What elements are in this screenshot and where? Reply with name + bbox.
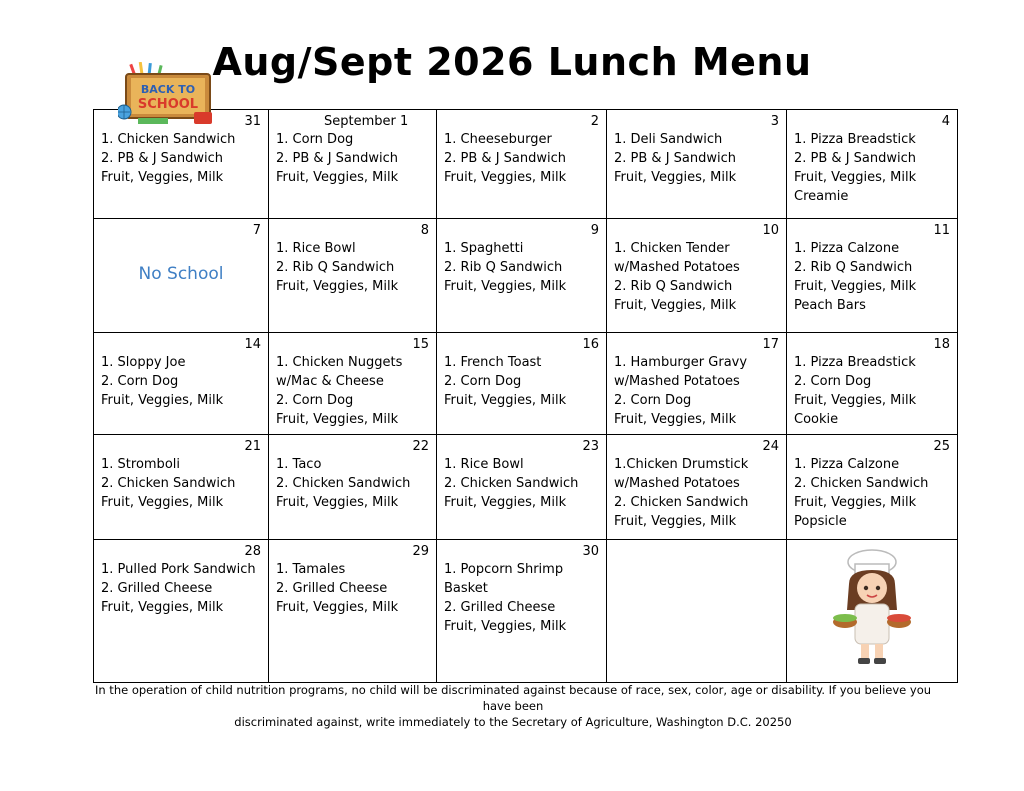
day-number: 25	[933, 439, 950, 454]
menu-item: Basket	[444, 581, 488, 596]
menu-item: 2. Corn Dog	[101, 374, 179, 389]
menu-item: 2. Rib Q Sandwich	[276, 260, 395, 275]
menu-item: Fruit, Veggies, Milk	[444, 619, 567, 634]
menu-item: 1. Pulled Pork Sandwich	[101, 562, 256, 577]
day-number: 4	[941, 114, 950, 129]
day-cell	[437, 219, 607, 333]
menu-item: 1. Chicken Tender	[614, 241, 730, 256]
menu-item: 2. Corn Dog	[614, 393, 692, 408]
menu-item: 2. Rib Q Sandwich	[444, 260, 563, 275]
day-number: 10	[762, 223, 779, 238]
menu-item: Cookie	[794, 412, 839, 427]
day-cell	[269, 333, 437, 435]
back-to-school-icon	[118, 62, 218, 128]
day-cell	[787, 540, 958, 683]
menu-item: Fruit, Veggies, Milk	[444, 170, 567, 185]
menu-item: 2. PB & J Sandwich	[101, 151, 224, 166]
day-cell	[94, 219, 269, 333]
day-number: 21	[244, 439, 261, 454]
day-cell	[787, 110, 958, 219]
menu-item: 2. Corn Dog	[444, 374, 522, 389]
sticker-line1: BACK TO	[140, 83, 196, 96]
menu-item: 1. Stromboli	[101, 457, 180, 472]
day-number: 14	[244, 337, 261, 352]
menu-item: 1. French Toast	[444, 355, 542, 370]
day-number: 23	[582, 439, 599, 454]
calendar-week-row	[94, 540, 958, 683]
chef-girl-icon	[827, 548, 917, 676]
day-cell	[787, 333, 958, 435]
menu-item: 2. PB & J Sandwich	[276, 151, 399, 166]
menu-item: 2. Corn Dog	[794, 374, 872, 389]
menu-item: Fruit, Veggies, Milk	[444, 495, 567, 510]
menu-item: Fruit, Veggies, Milk	[794, 170, 917, 185]
day-cell	[437, 110, 607, 219]
day-number: 29	[412, 544, 429, 559]
menu-item: Popsicle	[794, 514, 847, 529]
menu-item: 1. Rice Bowl	[276, 241, 356, 256]
day-number: 3	[770, 114, 779, 129]
day-cell	[607, 110, 787, 219]
menu-item: 1. Popcorn Shrimp	[444, 562, 564, 577]
day-cell	[269, 110, 437, 219]
menu-item: Fruit, Veggies, Milk	[276, 279, 399, 294]
menu-item: Fruit, Veggies, Milk	[794, 279, 917, 294]
menu-item: 1. Pizza Calzone	[794, 241, 900, 256]
day-cell	[437, 540, 607, 683]
menu-item: 1. Tamales	[276, 562, 346, 577]
calendar-week-row	[94, 219, 958, 333]
menu-item: 1. Corn Dog	[276, 132, 354, 147]
menu-item: 1. Pizza Calzone	[794, 457, 900, 472]
day-number: 28	[244, 544, 261, 559]
day-cell	[437, 435, 607, 540]
calendar-week-row	[94, 333, 958, 435]
day-number: 17	[762, 337, 779, 352]
no-school-label: No School	[138, 264, 224, 284]
menu-item: 2. Corn Dog	[276, 393, 354, 408]
menu-item: 1. Chicken Nuggets	[276, 355, 403, 370]
menu-item: Fruit, Veggies, Milk	[101, 495, 224, 510]
menu-item: 2. Chicken Sandwich	[444, 476, 579, 491]
day-cell	[94, 333, 269, 435]
menu-item: Fruit, Veggies, Milk	[276, 600, 399, 615]
menu-item: 2. PB & J Sandwich	[614, 151, 737, 166]
menu-item: Fruit, Veggies, Milk	[444, 393, 567, 408]
day-cell	[269, 540, 437, 683]
menu-item: 2. Chicken Sandwich	[101, 476, 236, 491]
day-number: 2	[590, 114, 599, 129]
menu-item: Fruit, Veggies, Milk	[276, 412, 399, 427]
menu-item: 1. Pizza Breadstick	[794, 355, 916, 370]
day-number: 18	[933, 337, 950, 352]
day-cell	[607, 435, 787, 540]
day-cell	[787, 219, 958, 333]
day-number: 8	[420, 223, 429, 238]
day-number: 11	[933, 223, 950, 238]
menu-item: Fruit, Veggies, Milk	[276, 170, 399, 185]
menu-item: 2. Chicken Sandwich	[614, 495, 749, 510]
calendar-week-row	[94, 435, 958, 540]
day-cell	[787, 435, 958, 540]
menu-item: Fruit, Veggies, Milk	[101, 600, 224, 615]
menu-item: 1. Pizza Breadstick	[794, 132, 916, 147]
menu-item: 1.Chicken Drumstick	[614, 457, 749, 472]
day-cell	[607, 219, 787, 333]
day-number: 9	[590, 223, 599, 238]
menu-item: Fruit, Veggies, Milk	[101, 170, 224, 185]
menu-item: 2. Chicken Sandwich	[276, 476, 411, 491]
menu-item: Fruit, Veggies, Milk	[614, 170, 737, 185]
menu-item: Fruit, Veggies, Milk	[444, 279, 567, 294]
menu-item: 2. Rib Q Sandwich	[794, 260, 913, 275]
day-cell	[607, 540, 787, 683]
day-cell	[94, 435, 269, 540]
sticker-line2: SCHOOL	[137, 97, 199, 112]
day-number: 15	[412, 337, 429, 352]
page-title: Aug/Sept 2026 Lunch Menu	[212, 40, 812, 84]
menu-item: Fruit, Veggies, Milk	[614, 514, 737, 529]
day-number: 7	[252, 223, 261, 238]
footer-line-2: discriminated against, write immediately to the Secretary of Agriculture, Washington D.C. 20250	[234, 715, 792, 729]
menu-item: Fruit, Veggies, Milk	[276, 495, 399, 510]
menu-item: 1. Sloppy Joe	[101, 355, 186, 370]
menu-item: 1. Chicken Sandwich	[101, 132, 236, 147]
menu-item: 2. PB & J Sandwich	[444, 151, 567, 166]
menu-item: 1. Hamburger Gravy	[614, 355, 748, 370]
menu-item: Peach Bars	[794, 298, 866, 313]
footer-line-1: In the operation of child nutrition programs, no child will be discriminated against because of race, sex, color, age or disability. If you believe you have been	[94, 683, 932, 713]
menu-item: 2. Grilled Cheese	[444, 600, 556, 615]
day-cell	[607, 333, 787, 435]
nondiscrimination-statement	[93, 682, 933, 730]
menu-item: Fruit, Veggies, Milk	[794, 393, 917, 408]
calendar-table	[93, 109, 958, 683]
menu-item: w/Mashed Potatoes	[614, 476, 740, 491]
menu-item: w/Mac & Cheese	[276, 374, 384, 389]
menu-item: w/Mashed Potatoes	[614, 374, 740, 389]
day-cell	[437, 333, 607, 435]
menu-item: 1. Cheeseburger	[444, 132, 552, 147]
menu-item: 2. Chicken Sandwich	[794, 476, 929, 491]
menu-item: 1. Rice Bowl	[444, 457, 524, 472]
menu-item: w/Mashed Potatoes	[614, 260, 740, 275]
day-number: 24	[762, 439, 779, 454]
day-number: 30	[582, 544, 599, 559]
menu-item: Fruit, Veggies, Milk	[614, 412, 737, 427]
day-number: 22	[412, 439, 429, 454]
menu-item: 2. Rib Q Sandwich	[614, 279, 733, 294]
day-cell	[269, 219, 437, 333]
menu-item: 2. PB & J Sandwich	[794, 151, 917, 166]
day-number: 16	[582, 337, 599, 352]
menu-item: 1. Taco	[276, 457, 322, 472]
menu-item: Creamie	[794, 189, 849, 204]
menu-item: Fruit, Veggies, Milk	[101, 393, 224, 408]
menu-item: 2. Grilled Cheese	[276, 581, 388, 596]
day-cell	[94, 540, 269, 683]
menu-item: Fruit, Veggies, Milk	[794, 495, 917, 510]
menu-item: 1. Deli Sandwich	[614, 132, 723, 147]
day-number: 31	[244, 114, 261, 129]
day-number: September 1	[324, 114, 409, 129]
menu-item: 1. Spaghetti	[444, 241, 524, 256]
day-cell	[269, 435, 437, 540]
menu-item: 2. Grilled Cheese	[101, 581, 213, 596]
menu-item: Fruit, Veggies, Milk	[614, 298, 737, 313]
calendar-week-row	[94, 110, 958, 219]
